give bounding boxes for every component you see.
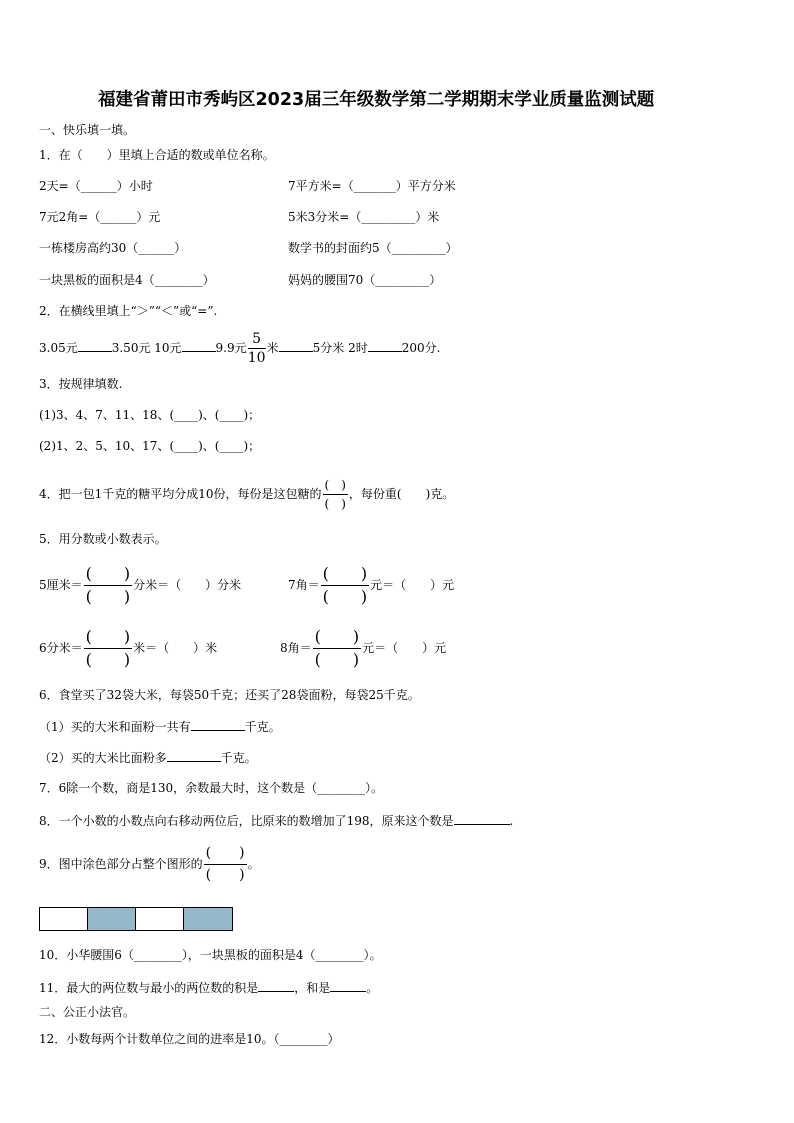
q9-denominator: ( ) <box>205 867 245 883</box>
figure-cell-shaded <box>184 908 232 930</box>
q5-c-fraction <box>84 627 133 670</box>
q5-b-numerator: ( ) <box>321 564 370 586</box>
q2-fraction-denominator: 10 <box>247 350 266 366</box>
q5-d-suffix: 元＝（ ）元 <box>362 641 447 655</box>
question-2: 2．在横线里填上“＞”“＜”或“=”. <box>39 304 218 318</box>
q5-a-prefix: 5厘米＝ <box>39 578 83 592</box>
question-3: 3．按规律填数. <box>39 377 123 391</box>
q11-blank-product[interactable] <box>258 979 294 992</box>
q1-item-book-cover: 数学书的封面约5（_________） <box>288 241 458 255</box>
q11-text-a: 11．最大的两位数与最小的两位数的积是 <box>39 981 259 995</box>
q2-part-1: 3.05元 <box>39 341 78 355</box>
q5-d-prefix: 8角＝ <box>280 641 312 655</box>
q5-a-fraction <box>84 564 133 607</box>
question-8 <box>39 812 513 829</box>
q5-b-prefix: 7角＝ <box>288 578 320 592</box>
q5-a-suffix: 分米＝（ ）分米 <box>133 578 242 592</box>
q2-blank-3[interactable] <box>279 339 313 352</box>
q1-item-square-meters: 7平方米=（_______）平方分米 <box>288 179 456 193</box>
section-1-heading: 一、快乐填一填。 <box>39 123 136 137</box>
q4-fraction <box>323 477 348 512</box>
q4-fraction-denominator: ( ) <box>324 497 346 511</box>
shaded-figure <box>39 907 233 931</box>
q5-c-denominator: ( ) <box>85 650 131 669</box>
q2-blank-1[interactable] <box>78 339 112 352</box>
q6-sub-2 <box>39 749 257 766</box>
q8-blank[interactable] <box>454 812 510 825</box>
q9-fraction <box>204 844 247 885</box>
q5-d-numerator: ( ) <box>313 627 362 649</box>
q2-part-5: 5分米 2时 <box>312 341 368 355</box>
q1-item-meters: 5米3分米=（_________）米 <box>288 210 440 224</box>
q1-item-blackboard: 一块黑板的面积是4（________） <box>39 273 215 287</box>
q5-b-denominator: ( ) <box>322 587 368 606</box>
q5-row-1-right <box>288 564 454 607</box>
q6-sub-1 <box>39 718 281 735</box>
q5-d-fraction <box>313 627 362 670</box>
q9-numerator: ( ) <box>204 844 247 865</box>
figure-cell-plain <box>40 908 88 930</box>
q9-text: 9．图中涂色部分占整个图形的 <box>39 857 203 871</box>
section-2-heading: 二、公正小法官。 <box>39 1005 136 1019</box>
q5-row-2-left <box>39 627 217 670</box>
q5-c-numerator: ( ) <box>84 627 133 649</box>
question-4 <box>39 474 454 514</box>
q5-a-denominator: ( ) <box>85 587 131 606</box>
q6-sub-1-unit: 千克。 <box>244 720 281 734</box>
q6-sub-2-text: （2）买的大米比面粉多 <box>39 751 167 765</box>
q5-row-1-left <box>39 564 241 607</box>
q11-blank-sum[interactable] <box>330 979 366 992</box>
figure-cell-shaded <box>88 908 136 930</box>
question-7: 7．6除一个数，商是130，余数最大时，这个数是（________）。 <box>39 781 384 795</box>
q2-fraction <box>248 331 266 366</box>
q4-text-b: ，每份重( )克。 <box>348 487 455 501</box>
q5-c-prefix: 6分米＝ <box>39 641 83 655</box>
q5-d-denominator: ( ) <box>314 650 360 669</box>
q1-item-days: 2天=（______）小时 <box>39 179 153 193</box>
q6-sub-1-text: （1）买的大米和面粉一共有 <box>39 720 191 734</box>
q9-end: 。 <box>247 857 260 871</box>
page-title: 福建省莆田市秀屿区2023届三年级数学第二学期期末学业质量监测试题 <box>98 90 655 110</box>
q8-period: . <box>509 814 514 828</box>
q5-b-suffix: 元＝（ ）元 <box>370 578 455 592</box>
q3-sequence-2: (2)1、2、5、10、17、(____)、(____)； <box>39 439 261 453</box>
question-11 <box>39 979 378 996</box>
question-9 <box>39 843 260 885</box>
q6-sub-1-blank[interactable] <box>191 718 245 731</box>
q4-fraction-numerator: ( ) <box>323 477 348 495</box>
q4-text-a: 4．把一包1千克的糖平均分成10份，每份是这包糖的 <box>39 487 322 501</box>
q2-part-4: 米 <box>266 341 279 355</box>
q8-text: 8．一个小数的小数点向右移动两位后，比原来的数增加了198，原来这个数是 <box>39 814 454 828</box>
q1-item-waist: 妈妈的腰围70（_________） <box>288 273 442 287</box>
figure-cell-plain <box>136 908 184 930</box>
q3-sequence-1: (1)3、4、7、11、18、(____)、(____)； <box>39 408 261 422</box>
question-10: 10．小华腰围6（________），一块黑板的面积是4（________）。 <box>39 948 382 962</box>
question-1: 1．在（ ）里填上合适的数或单位名称。 <box>39 148 275 162</box>
q1-item-building: 一栋楼房高约30（______） <box>39 241 187 255</box>
q2-compare-line <box>39 330 440 366</box>
q1-item-yuan: 7元2角=（______）元 <box>39 210 161 224</box>
q6-sub-2-blank[interactable] <box>167 749 221 762</box>
q6-sub-2-unit: 千克。 <box>220 751 257 765</box>
q11-text-c: 。 <box>366 981 379 995</box>
question-12: 12．小数每两个计数单位之间的进率是10。（________） <box>39 1032 340 1046</box>
question-5: 5．用分数或小数表示。 <box>39 532 167 546</box>
question-6: 6．食堂买了32袋大米，每袋50千克；还买了28袋面粉，每袋25千克。 <box>39 688 420 702</box>
q2-blank-4[interactable] <box>368 339 402 352</box>
q2-part-3: 9.9元 <box>215 341 247 355</box>
q2-part-2: 3.50元 10元 <box>111 341 182 355</box>
q2-part-6: 200分. <box>401 341 441 355</box>
q2-fraction-numerator: 5 <box>248 331 266 349</box>
q5-a-numerator: ( ) <box>84 564 133 586</box>
q11-text-b: ，和是 <box>294 981 331 995</box>
q5-b-fraction <box>321 564 370 607</box>
q2-blank-2[interactable] <box>182 339 216 352</box>
q5-row-2-right <box>280 627 446 670</box>
q5-c-suffix: 米＝（ ）米 <box>133 641 218 655</box>
